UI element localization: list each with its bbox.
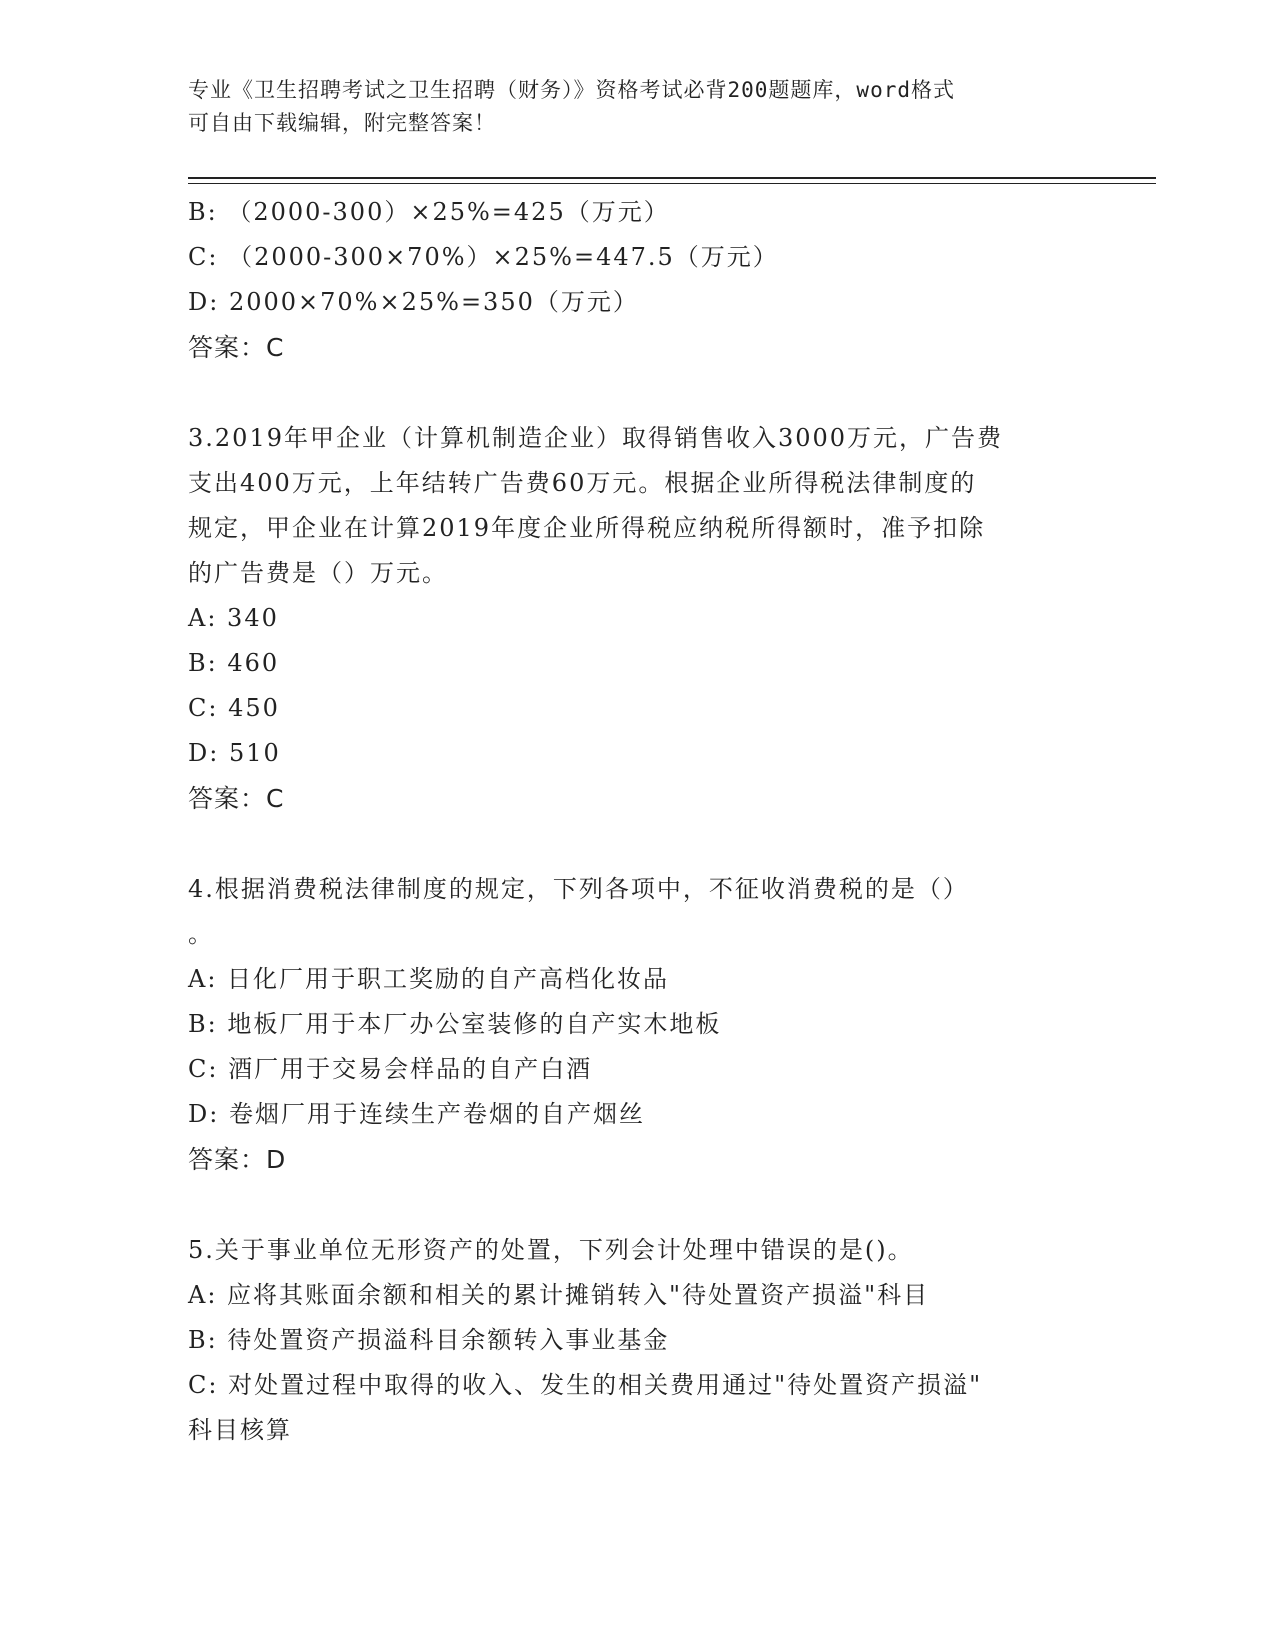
option-d: D: 2000×70%×25%=350（万元） — [188, 288, 639, 316]
option-c-continued: 科目核算 — [188, 1416, 292, 1444]
answer: 答案：D — [188, 1145, 287, 1174]
question-stem-line: 3.2019年甲企业（计算机制造企业）取得销售收入3000万元，广告费 — [188, 424, 1004, 452]
question-block — [188, 416, 1088, 821]
answer: 答案：C — [188, 784, 285, 813]
header-divider-thick — [188, 177, 1156, 179]
header-title-line-2: 可自由下载编辑，附完整答案！ — [188, 111, 496, 135]
option-a: A: 应将其账面余额和相关的累计摊销转入"待处置资产损溢"科目 — [188, 1281, 930, 1309]
answer: 答案：C — [188, 333, 285, 362]
question-block — [188, 190, 1088, 370]
question-stem-line: 5.关于事业单位无形资产的处置，下列会计处理中错误的是()。 — [188, 1236, 914, 1264]
option-c: C: 酒厂用于交易会样品的自产白酒 — [188, 1055, 593, 1083]
question-spacer — [188, 370, 1088, 416]
option-c: C: 对处置过程中取得的收入、发生的相关费用通过"待处置资产损溢" — [188, 1371, 983, 1399]
question-stem-line: 的广告费是（）万元。 — [188, 559, 448, 587]
question-spacer — [188, 1182, 1088, 1228]
option-d: D: 卷烟厂用于连续生产卷烟的自产烟丝 — [188, 1100, 645, 1128]
option-c: C: （2000-300×70%）×25%=447.5（万元） — [188, 243, 779, 271]
question-stem-line: 4.根据消费税法律制度的规定，下列各项中，不征收消费税的是（） — [188, 875, 969, 903]
option-a: A: 日化厂用于职工奖励的自产高档化妆品 — [188, 965, 670, 993]
question-spacer — [188, 821, 1088, 867]
option-b: B: （2000-300）×25%=425（万元） — [188, 198, 670, 226]
option-c: C: 450 — [188, 694, 280, 722]
question-block — [188, 867, 1088, 1182]
option-b: B: 待处置资产损溢科目余额转入事业基金 — [188, 1326, 670, 1354]
question-stem-line: 支出400万元，上年结转广告费60万元。根据企业所得税法律制度的 — [188, 469, 977, 497]
header-title-line-1: 专业《卫生招聘考试之卫生招聘（财务）》资格考试必背200题题库，word格式 — [188, 78, 955, 102]
question-stem-line: 规定，甲企业在计算2019年度企业所得税应纳税所得额时，准予扣除 — [188, 514, 986, 542]
question-list — [188, 190, 1088, 1453]
option-b: B: 地板厂用于本厂办公室装修的自产实木地板 — [188, 1010, 722, 1038]
option-d: D: 510 — [188, 739, 281, 767]
header-divider-thin — [188, 183, 1156, 184]
page-header — [188, 74, 1068, 140]
question-block — [188, 1228, 1088, 1453]
option-a: A: 340 — [188, 604, 279, 632]
option-b: B: 460 — [188, 649, 280, 677]
question-stem-line: 。 — [188, 920, 214, 948]
